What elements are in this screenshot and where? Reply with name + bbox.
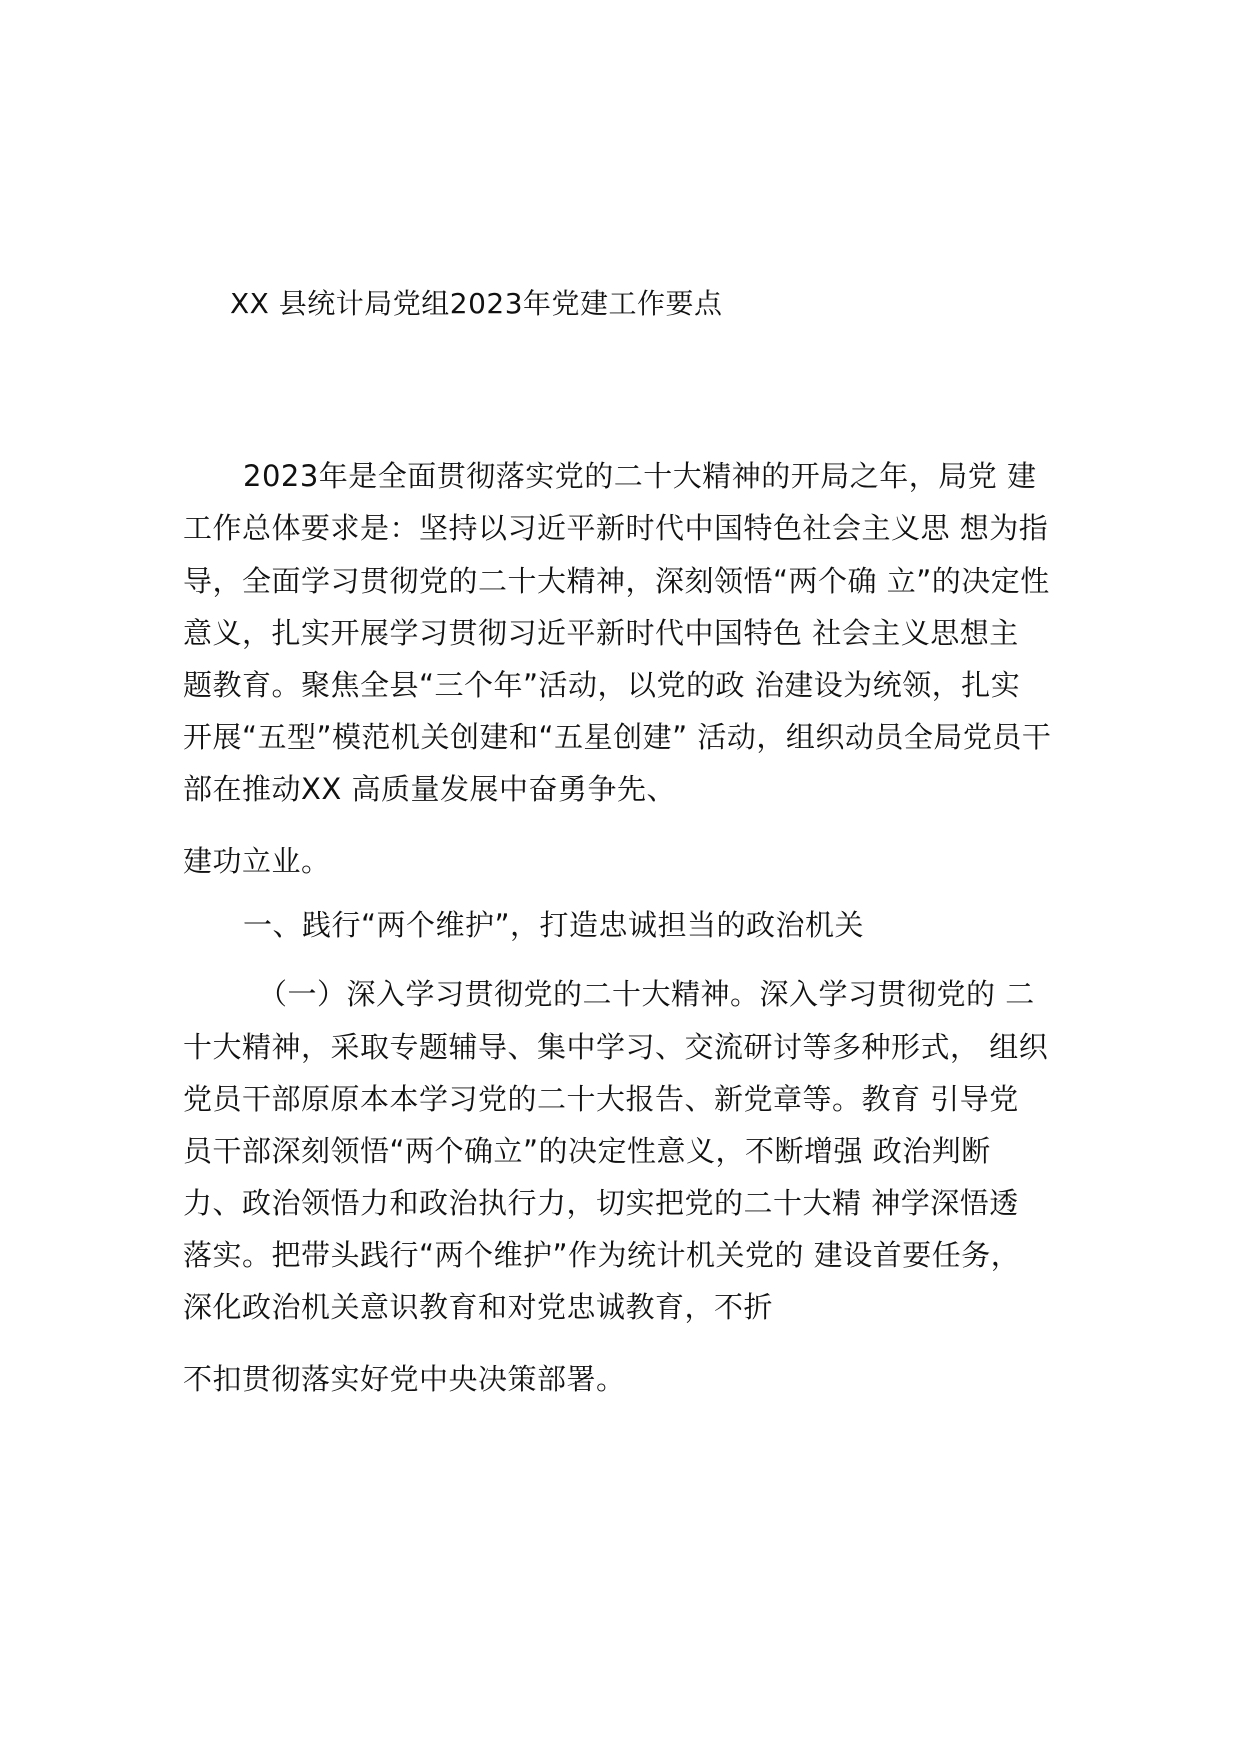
paragraph-1-line-3: 导，全面学习贯彻党的二十大精神，深刻领悟“两个确 立”的决定性 bbox=[183, 564, 1050, 598]
paragraph-3-line-1: （一）深入学习贯彻党的二十大精神。深入学习贯彻党的 二 bbox=[258, 977, 1035, 1011]
paragraph-3-line-6: 落实。把带头践行“两个维护”作为统计机关党的 建设首要任务， bbox=[183, 1238, 1021, 1272]
paragraph-3-line-3: 党员干部原原本本学习党的二十大报告、新党章等。教育 引导党 bbox=[183, 1082, 1019, 1116]
paragraph-3-line-7: 深化政治机关意识教育和对党忠诚教育，不折 bbox=[183, 1290, 774, 1324]
section-heading-1: 一、践行“两个维护”，打造忠诚担当的政治机关 bbox=[243, 908, 865, 942]
document-title: XX 县统计局党组2023年党建工作要点 bbox=[230, 287, 723, 320]
paragraph-4-line-1: 不扣贯彻落实好党中央决策部署。 bbox=[183, 1362, 626, 1396]
paragraph-1-line-2: 工作总体要求是：坚持以习近平新时代中国特色社会主义思 想为指 bbox=[183, 511, 1049, 545]
paragraph-3-line-2: 十大精神，采取专题辅导、集中学习、交流研讨等多种形式， 组织 bbox=[183, 1030, 1049, 1064]
paragraph-2-line-1: 建功立业。 bbox=[183, 844, 331, 878]
paragraph-1-line-6: 开展“五型”模范机关创建和“五星创建” 活动，组织动员全局党员干 bbox=[183, 720, 1052, 754]
paragraph-3-line-5: 力、政治领悟力和政治执行力，切实把党的二十大精 神学深悟透 bbox=[183, 1186, 1019, 1220]
paragraph-1-line-7: 部在推动XX 高质量发展中奋勇争先、 bbox=[183, 772, 676, 806]
paragraph-1-line-4: 意义，扎实开展学习贯彻习近平新时代中国特色 社会主义思想主 bbox=[183, 616, 1019, 650]
paragraph-1-line-5: 题教育。聚焦全县“三个年”活动，以党的政 治建设为统领，扎实 bbox=[183, 668, 1021, 702]
paragraph-3-line-4: 员干部深刻领悟“两个确立”的决定性意义，不断增强 政治判断 bbox=[183, 1134, 991, 1168]
paragraph-1-line-1: 2023年是全面贯彻落实党的二十大精神的开局之年，局党 建 bbox=[243, 459, 1037, 493]
